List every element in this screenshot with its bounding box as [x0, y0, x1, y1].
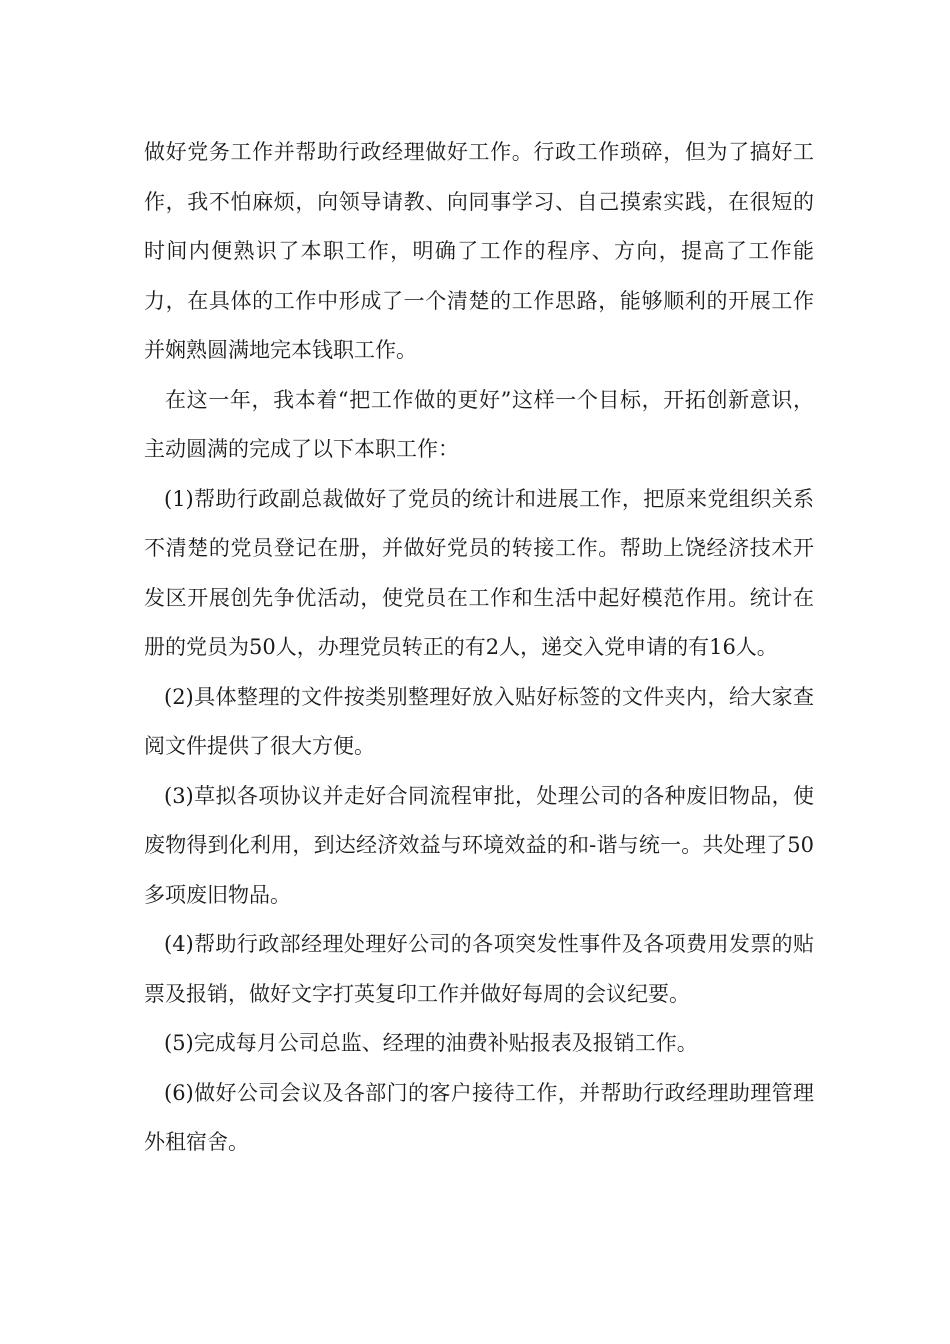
- paragraph-item-4: (4)帮助行政部经理处理好公司的各项突发性事件及各项费用发票的贴票及报销，做好文字打英复印工作并做好每周的会议纪要。: [144, 932, 814, 1006]
- paragraph-item-2: (2)具体整理的文件按类别整理好放入贴好标签的文件夹内，给大家查阅文件提供了很大方便。: [144, 684, 814, 758]
- document-body: [144, 128, 814, 1168]
- paragraph-item-5: (5)完成每月公司总监、经理的油费补贴报表及报销工作。: [164, 1031, 698, 1055]
- paragraph-work-summary: 做好党务工作并帮助行政经理做好工作。行政工作琐碎，但为了搞好工作，我不怕麻烦，向领导请教、向同事学习、自己摸索实践，在很短的时间内便熟识了本职工作，明确了工作的程序、方向，提高了工作能力，在具体的工作中形成了一个清楚的工作思路，能够顺利的开展工作并娴熟圆满地完本钱职工作。: [144, 140, 814, 362]
- paragraph-item-3: (3)草拟各项协议并走好合同流程审批，处理公司的各种废旧物品，使废物得到化利用，到达经济效益与环境效益的和-谐与统一。共处理了50多项废旧物品。: [144, 783, 814, 907]
- paragraph-year-intro: 在这一年，我本着“把工作做的更好”这样一个目标，开拓创新意识，主动圆满的完成了以下本职工作：: [144, 387, 814, 461]
- paragraph-item-1: (1)帮助行政副总裁做好了党员的统计和进展工作，把原来党组织关系不清楚的党员登记在册，并做好党员的转接工作。帮助上饶经济技术开发区开展创先争优活动，使党员在工作和生活中起好模范作用。统计在册的党员为50人，办理党员转正的有2人，递交入党申请的有16人。: [144, 486, 814, 659]
- paragraph-item-6: (6)做好公司会议及各部门的客户接待工作，并帮助行政经理助理管理外租宿舍。: [144, 1080, 814, 1154]
